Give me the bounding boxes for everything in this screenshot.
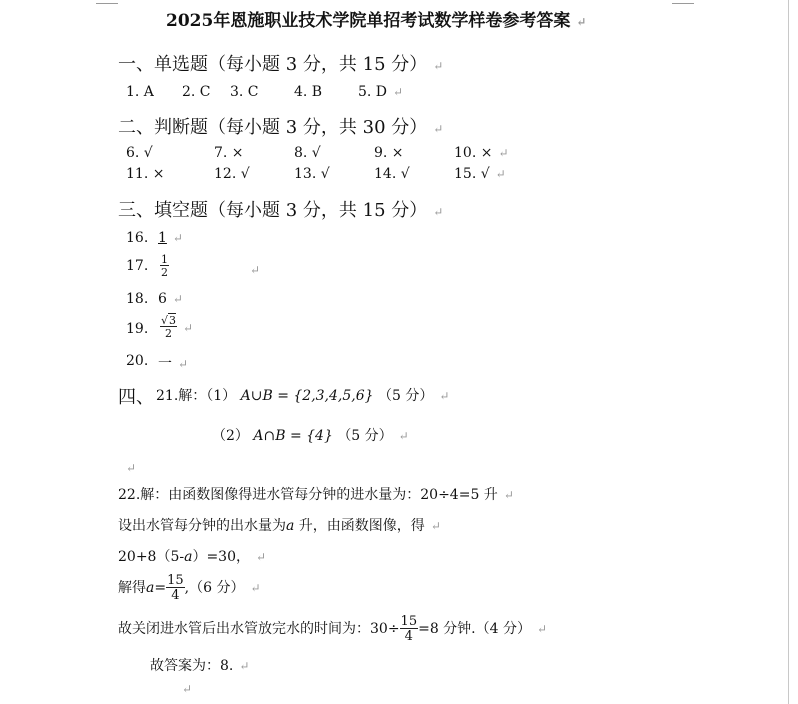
paragraph-mark: ↵ [433, 122, 444, 136]
q18-value: 6 [158, 291, 167, 307]
q22-line-4-text-b: ,（6 分） [184, 580, 245, 596]
paragraph-mark: ↵ [256, 550, 267, 564]
page-edge [788, 0, 789, 704]
paragraph-mark: ↵ [433, 59, 444, 73]
answer-5 [358, 84, 403, 100]
variable-a: a [146, 580, 155, 596]
answer-15-text: 15. √ [454, 166, 490, 182]
paragraph-mark: ↵ [393, 85, 404, 99]
paragraph-mark: ↵ [178, 357, 189, 371]
section-1-heading-text: 一、单选题（每小题 3 分，共 15 分） [118, 54, 428, 75]
answer-13: 13. √ [294, 166, 330, 182]
empty-paragraph [120, 457, 136, 476]
answer-1: 1. A [126, 84, 154, 100]
q22-line-1 [118, 484, 514, 504]
q17-paragraph [244, 259, 260, 278]
document-title [166, 6, 586, 31]
variable-a: a [286, 518, 295, 534]
q17-answer [160, 254, 169, 278]
paragraph-mark: ↵ [250, 263, 261, 277]
paragraph-mark: ↵ [576, 15, 587, 29]
q20-number: 20. [126, 353, 149, 369]
q17-fraction [160, 254, 169, 278]
q20-answer [158, 353, 188, 373]
margin-corner-left [96, 0, 118, 4]
q21-part2-score: （5 分） [337, 428, 393, 444]
answer-11: 11. × [126, 166, 165, 182]
q21-part1-score: （5 分） [378, 388, 434, 404]
q19-denominator: 2 [165, 327, 172, 340]
answer-4: 4. B [294, 84, 323, 100]
variable-a: a [184, 549, 193, 565]
answer-15 [454, 166, 506, 182]
q21-part1 [156, 385, 449, 405]
paragraph-mark: ↵ [495, 167, 506, 181]
q22-line-2 [118, 515, 441, 535]
q22-line-2-text-a: 设出水管每分钟的出水量为 [118, 518, 286, 534]
q18-answer [158, 291, 183, 307]
answer-10 [454, 145, 509, 161]
q21-part2 [212, 425, 409, 445]
q19-answer [160, 315, 193, 339]
paragraph-mark: ↵ [172, 292, 183, 306]
q21-part2-expression: A∩B = {4} [253, 428, 333, 444]
q19-radicand: 3 [169, 314, 177, 327]
q22-line-5-text-a: 故关闭进水管后出水管放完水的时间为：30÷ [118, 621, 400, 637]
q22-line-4-text-a: 解得 [118, 580, 146, 596]
q19-numerator [160, 315, 177, 327]
section-3-heading [118, 196, 443, 222]
answer-7: 7. × [214, 145, 244, 161]
answer-10-text: 10. × [454, 145, 493, 161]
q16-answer [158, 230, 183, 246]
answer-8: 8. √ [294, 145, 321, 161]
section-2-heading-text: 二、判断题（每小题 3 分，共 30 分） [118, 117, 428, 138]
q22-line-1-text: 22.解：由函数图像得进水管每分钟的进水量为：20÷4=5 升 [118, 487, 498, 503]
title-text: 2025年恩施职业技术学院单招考试数学样卷参考答案 [166, 11, 571, 31]
q16-number: 16. [126, 230, 149, 246]
answer-3: 3. C [230, 84, 259, 100]
fraction-numerator: 15 [400, 614, 418, 629]
q20-value: 一 [158, 356, 172, 372]
paragraph-mark: ↵ [250, 581, 261, 595]
q22-line-3-text-b: ）=30， [192, 549, 250, 565]
q17-numerator: 1 [161, 253, 168, 266]
answer-12: 12. √ [214, 166, 250, 182]
margin-corner-right [672, 0, 694, 4]
section-4-heading: 四、 [118, 387, 154, 408]
paragraph-mark: ↵ [172, 231, 183, 245]
q16-value: 1 [158, 230, 167, 246]
q18-number: 18. [126, 291, 149, 307]
q17-denominator: 2 [161, 266, 168, 279]
fraction-15-4 [166, 574, 185, 602]
q22-line-6 [150, 655, 249, 675]
q22-line-5-text-b: =8 分钟.（4 分） [418, 621, 531, 637]
q21-part1-expression: A∪B = {2,3,4,5,6} [240, 388, 374, 404]
q22-line-3-text-a: 20+8（5- [118, 549, 185, 565]
paragraph-mark: ↵ [398, 429, 409, 443]
paragraph-mark: ↵ [503, 488, 514, 502]
equals-sign: = [154, 580, 167, 596]
section-2-heading [118, 113, 443, 139]
answer-5-text: 5. D [358, 84, 388, 100]
fraction-numerator: 15 [167, 573, 184, 588]
paragraph-mark: ↵ [182, 682, 193, 696]
fraction-denominator: 4 [404, 629, 413, 644]
fraction-15-4 [400, 615, 419, 643]
q17-number: 17. [126, 258, 149, 274]
empty-paragraph [176, 678, 192, 697]
answer-14: 14. √ [374, 166, 410, 182]
q19-number: 19. [126, 321, 149, 337]
answer-6: 6. √ [126, 145, 153, 161]
paragraph-mark: ↵ [433, 205, 444, 219]
q19-fraction [160, 315, 177, 339]
paragraph-mark: ↵ [183, 320, 194, 335]
q21-lead: 21.解：（1） [156, 388, 237, 404]
answer-2: 2. C [182, 84, 211, 100]
section-3-heading-text: 三、填空题（每小题 3 分，共 15 分） [118, 200, 428, 221]
sqrt-symbol: √3 [161, 314, 177, 327]
q22-line-5 [118, 615, 547, 643]
paragraph-mark: ↵ [537, 622, 548, 636]
section-1-heading [118, 50, 443, 76]
fraction-denominator: 4 [171, 588, 180, 603]
q22-line-2-text-b: 升，由函数图像，得 [294, 518, 425, 534]
answer-9: 9. × [374, 145, 404, 161]
paragraph-mark: ↵ [126, 461, 137, 475]
paragraph-mark: ↵ [439, 389, 450, 403]
paragraph-mark: ↵ [430, 519, 441, 533]
q22-line-6-text: 故答案为：8. [150, 658, 234, 674]
q22-line-4 [118, 574, 261, 602]
paragraph-mark: ↵ [498, 146, 509, 160]
q21-part2-lead: （2） [212, 428, 249, 444]
paragraph-mark: ↵ [239, 659, 250, 673]
q22-line-3 [118, 546, 266, 566]
